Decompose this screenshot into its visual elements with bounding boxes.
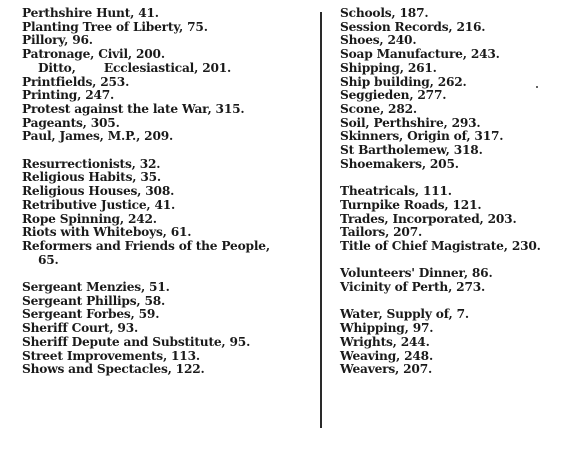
index-entry: Sergeant Phillips, 58. xyxy=(22,293,166,308)
index-entry: Shipping, 261. xyxy=(340,60,437,75)
index-entry: Printfields, 253. xyxy=(22,74,130,89)
index-entry: Turnpike Roads, 121. xyxy=(340,197,482,212)
index-entry: Religious Habits, 35. xyxy=(22,170,161,185)
index-entry: Schools, 187. xyxy=(340,6,429,20)
index-entry: Shows and Spectacles, 122. xyxy=(22,362,205,377)
index-entry: Sheriff Court, 93. xyxy=(22,321,139,336)
index-entry: Printing, 247. xyxy=(22,88,115,103)
index-group-t xyxy=(340,185,570,254)
index-entry: Trades, Incorporated, 203. xyxy=(340,211,517,226)
index-entry: Rope Spinning, 242. xyxy=(22,211,157,226)
index-entry: Water, Supply of, 7. xyxy=(340,307,469,322)
index-entry: Patronage, Civil, 200. xyxy=(22,47,165,62)
index-entry: Tailors, 207. xyxy=(340,225,423,240)
index-group-r xyxy=(22,158,312,268)
index-entry: Whipping, 97. xyxy=(340,321,434,336)
index-entry: Theatricals, 111. xyxy=(340,184,452,199)
index-entry: Sergeant Forbes, 59. xyxy=(22,307,160,322)
index-entry: Reformers and Friends of the People, xyxy=(22,238,270,253)
index-group-p xyxy=(22,7,312,144)
index-entry: St Bartholemew, 318. xyxy=(340,143,483,158)
index-entry: Pillory, 96. xyxy=(22,33,93,48)
index-entry: 65. xyxy=(38,252,59,267)
index-entry: Religious Houses, 308. xyxy=(22,184,175,199)
index-group-s-continued xyxy=(340,7,570,171)
index-group-s xyxy=(22,281,312,377)
index-entry: Protest against the late War, 315. xyxy=(22,101,245,116)
index-column-left xyxy=(22,7,312,391)
index-entry: Sheriff Depute and Substitute, 95. xyxy=(22,334,251,349)
index-entry: Paul, James, M.P., 209. xyxy=(22,129,174,144)
index-entry: Sergeant Menzies, 51. xyxy=(22,280,170,295)
ink-speck xyxy=(536,86,538,88)
index-entry: Title of Chief Magistrate, 230. xyxy=(340,238,541,253)
index-entry: Riots with Whiteboys, 61. xyxy=(22,225,192,240)
index-entry: Session Records, 216. xyxy=(340,19,486,34)
index-entry: Weaving, 248. xyxy=(340,348,434,363)
index-entry: Planting Tree of Liberty, 75. xyxy=(22,19,208,34)
index-entry: Ditto, Ecclesiastical, 201. xyxy=(38,60,232,75)
index-column-right xyxy=(340,7,570,391)
index-entry: Pageants, 305. xyxy=(22,115,120,130)
index-entry: Vicinity of Perth, 273. xyxy=(340,280,486,295)
index-entry: Soil, Perthshire, 293. xyxy=(340,115,481,130)
index-entry: Wrights, 244. xyxy=(340,334,430,349)
index-entry: Ship building, 262. xyxy=(340,74,467,89)
index-group-w xyxy=(340,308,570,377)
index-entry: Seggieden, 277. xyxy=(340,88,447,103)
index-group-v xyxy=(340,267,570,294)
index-entry: Shoes, 240. xyxy=(340,33,417,48)
index-entry: Retributive Justice, 41. xyxy=(22,197,176,212)
index-entry: Street Improvements, 113. xyxy=(22,348,200,363)
index-entry: Soap Manufacture, 243. xyxy=(340,47,500,62)
column-divider xyxy=(320,12,322,428)
index-entry: Resurrectionists, 32. xyxy=(22,156,161,171)
index-entry: Weavers, 207. xyxy=(340,362,433,377)
index-entry: Shoemakers, 205. xyxy=(340,156,459,171)
index-entry: Perthshire Hunt, 41. xyxy=(22,6,159,20)
index-entry: Skinners, Origin of, 317. xyxy=(340,129,504,144)
index-entry: Scone, 282. xyxy=(340,101,417,116)
index-entry: Volunteers' Dinner, 86. xyxy=(340,266,493,281)
